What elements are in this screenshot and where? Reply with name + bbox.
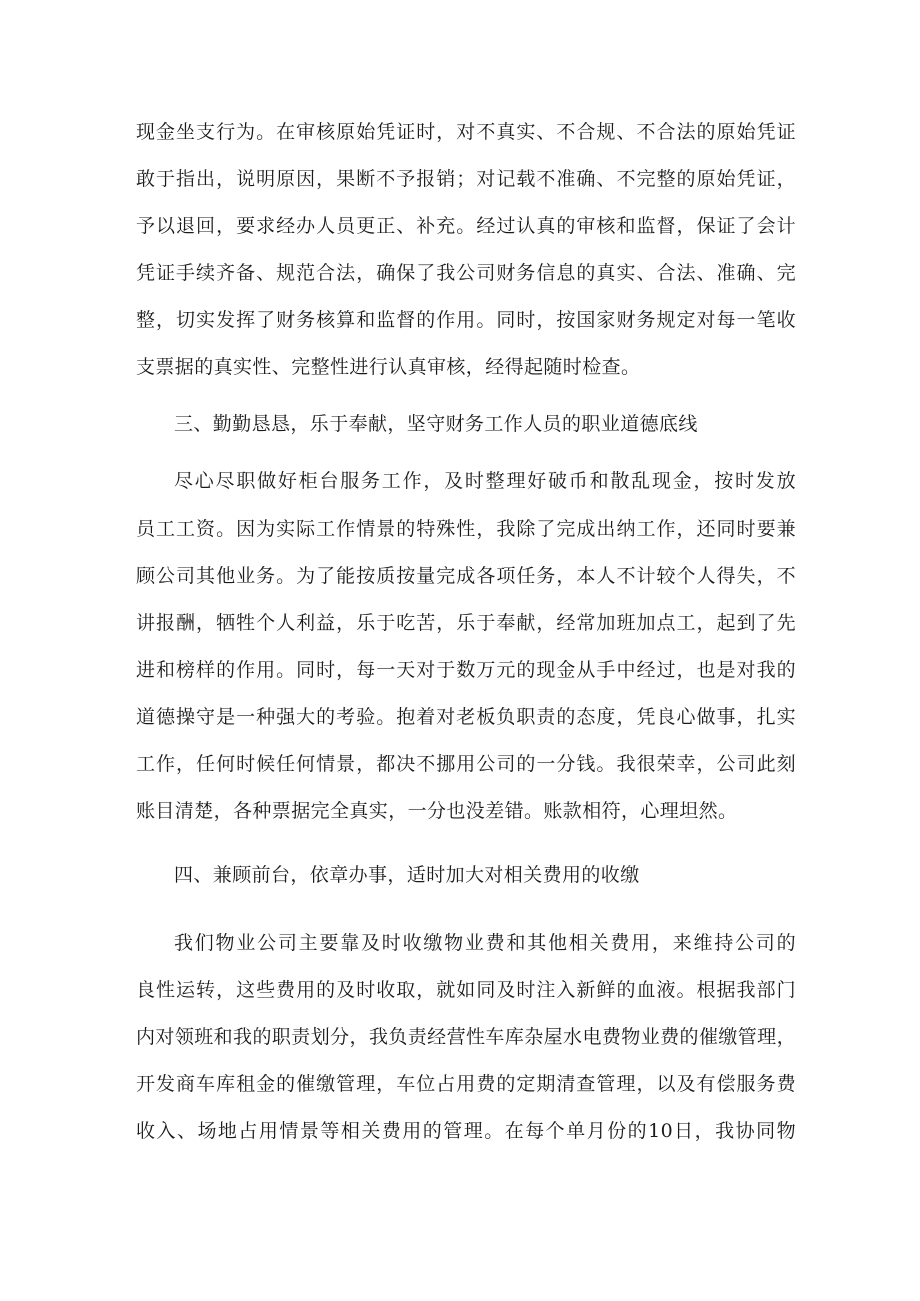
paragraph-2-line-3: 顾公司其他业务。为了能按质按量完成各项任务，本人不计较个人得失，不 — [136, 565, 796, 587]
paragraph-2-line-5: 进和榜样的作用。同时，每一天对于数万元的现金从手中经过，也是对我的 — [136, 659, 796, 681]
paragraph-3-line-2: 良性运转，这些费用的及时收取，就如同及时注入新鲜的血液。根据我部门 — [136, 979, 796, 1001]
paragraph-2-line-7: 工作，任何时候任何情景，都决不挪用公司的一分钱。我很荣幸，公司此刻 — [136, 753, 796, 775]
paragraph-2-line-1: 尽心尽职做好柜台服务工作，及时整理好破币和散乱现金，按时发放 — [174, 470, 796, 492]
paragraph-2-line-2: 员工工资。因为实际工作情景的特殊性，我除了完成出纳工作，还同时要兼 — [136, 518, 796, 540]
paragraph-2-line-8: 账目清楚，各种票据完全真实，一分也没差错。账款相符，心理坦然。 — [136, 800, 738, 822]
paragraph-1-line-4: 凭证手续齐备、规范合法，确保了我公司财务信息的真实、合法、准确、完 — [136, 262, 796, 284]
paragraph-3-line-3: 内对领班和我的职责划分，我负责经营性车库杂屋水电费物业费的催缴管理， — [136, 1026, 796, 1048]
paragraph-3-line-5: 收入、场地占用情景等相关费用的管理。在每个单月份的10日，我协同物 — [136, 1120, 796, 1142]
paragraph-2-line-6: 道德操守是一种强大的考验。抱着对老板负职责的态度，凭良心做事，扎实 — [136, 706, 796, 728]
paragraph-1-line-1: 现金坐支行为。在审核原始凭证时，对不真实、不合规、不合法的原始凭证 — [136, 121, 796, 143]
paragraph-3-line-1: 我们物业公司主要靠及时收缴物业费和其他相关费用，来维持公司的 — [174, 932, 796, 954]
paragraph-2-line-4: 讲报酬，牺牲个人利益，乐于吃苦，乐于奉献，经常加班加点工，起到了先 — [136, 612, 796, 634]
paragraph-1-line-6: 支票据的真实性、完整性进行认真审核，经得起随时检查。 — [136, 356, 641, 378]
paragraph-1-line-3: 予以退回，要求经办人员更正、补充。经过认真的审核和监督，保证了会计 — [136, 215, 796, 237]
paragraph-1-line-2: 敢于指出，说明原因，果断不予报销；对记载不准确、不完整的原始凭证， — [136, 168, 796, 190]
section-heading-3: 三、勤勤恳恳，乐于奉献，坚守财务工作人员的职业道德底线 — [174, 413, 698, 435]
paragraph-3-line-4: 开发商车库租金的催缴管理，车位占用费的定期清查管理，以及有偿服务费 — [136, 1073, 796, 1095]
section-heading-4: 四、兼顾前台，依章办事，适时加大对相关费用的收缴 — [174, 864, 640, 886]
paragraph-1-line-5: 整，切实发挥了财务核算和监督的作用。同时，按国家财务规定对每一笔收 — [136, 309, 796, 331]
